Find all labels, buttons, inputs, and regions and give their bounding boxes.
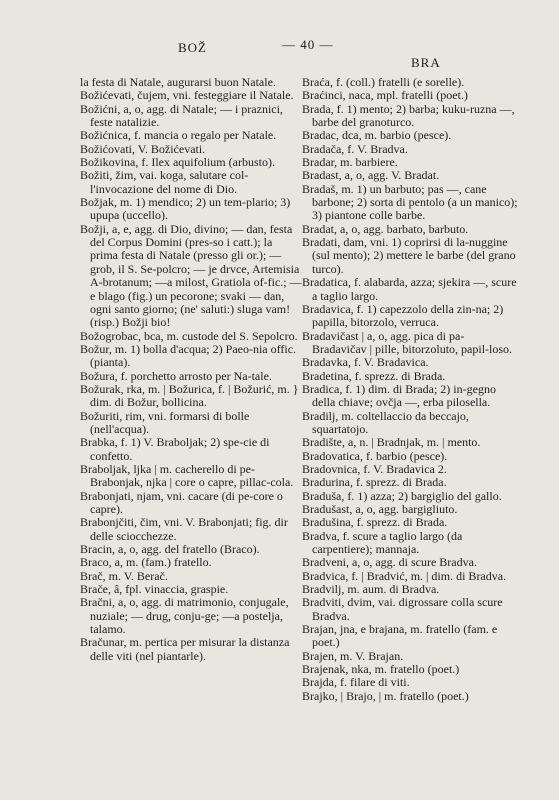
dictionary-entry: Božuriti, rim, vni. formarsi di bolle (nell'acqua).	[80, 408, 250, 436]
dictionary-entry: Brače, â, fpl. vinaccia, graspie.	[80, 582, 229, 597]
dictionary-entry: Božur, m. 1) bolla d'acqua; 2) Paeo-nia offic. (pianta).	[80, 341, 297, 370]
dictionary-entry: Bradušina, f. sprezz. di Brada.	[302, 515, 448, 530]
dictionary-entry: Bradatica, f. alabarda, azza; sjekira —, scure a taglio largo.	[302, 275, 517, 303]
dictionary-entry: Bradveni, a, o, agg. di scure Bradva.	[302, 555, 477, 570]
dictionary-entry: Božićevati, čujem, vni. festeggiare il Natale.	[80, 88, 294, 103]
dictionary-entry: Bračunar, m. pertica per misurar la distanza delle viti (nel piantarle).	[80, 635, 290, 663]
dictionary-entry: Bradaš, m. 1) un barbuto; pas —, cane barbone; 2) sorta di pentolo (a un manico); 3) piantone colle barbe.	[302, 181, 518, 223]
dictionary-entry: Bračni, a, o, agg. di matrimonio, conjugale, nuziale; — drug, conju-ge; —a postelja, talamo.	[80, 595, 289, 637]
dictionary-entry: Bradetina, f. sprezz. di Brada.	[302, 368, 446, 383]
dictionary-entry: Bradast, a, o, agg. V. Bradat.	[302, 168, 440, 183]
dictionary-entry: Braduša, f. 1) azza; 2) bargiglio del gallo.	[302, 488, 502, 503]
dictionary-entry: Bradavica, f. 1) capezzolo della zin-na; 2) papilla, bitorzolo, verruca.	[302, 301, 504, 330]
header-left-guide-word: BOŽ	[178, 40, 207, 55]
dictionary-entry: Bradište, a, n. | Bradnjak, m. | mento.	[302, 435, 481, 450]
dictionary-entry: Bradviti, dvim, vai. digrossare colla scure Bradva.	[302, 595, 503, 623]
right-column	[302, 76, 518, 703]
dictionary-entry: Brajko, | Brajo, | m. fratello (poet.)	[302, 688, 469, 703]
dictionary-entry: Bradurina, f. sprezz. di Brada.	[302, 475, 447, 490]
dictionary-entry: Braća, f. (coll.) fratelli (e sorelle).	[302, 75, 465, 89]
dictionary-entry: Brabka, f. 1) V. Braboljak; 2) spe-cie di confetto.	[80, 435, 270, 463]
dictionary-entry: Brabonjati, njam, vni. cacare (di pe-core o capre).	[80, 488, 283, 516]
dictionary-entry: Božiti, žim, vai. koga, salutare col-l'invocazione del nome di Dio.	[80, 168, 249, 196]
header-right-guide-word: BRA	[411, 55, 441, 70]
dictionary-entry: la festa di Natale, augurarsi buon Natale.	[80, 75, 276, 89]
dictionary-entry: Brajda, f. filare di viti.	[302, 675, 410, 690]
left-column	[80, 76, 303, 663]
dictionary-entry: Brabonjčiti, čim, vni. V. Brabonjati; fig. dir delle sciocchezze.	[80, 515, 288, 543]
dictionary-entry: Bradovnica, f. V. Bradavica 2.	[302, 461, 447, 476]
dictionary-entry: Bradac, dca, m. barbio (pesce).	[302, 128, 452, 143]
dictionary-entry: Brajan, jna, e brajana, m. fratello (fam. e poet.)	[302, 622, 498, 650]
dictionary-entry: Božićni, a, o, agg. di Natale; — i praznici, feste natalizie.	[80, 101, 283, 130]
dictionary-entry: Božji, a, e, agg. di Dio, divino; — dan, festa del Corpus Domini (pres-so i catt.); la prima festa di Natale (presso gli or.); — grob, il S. Se-polcro; — je drvce, Artemisia A-brotanum; —a milost, Gratiola of-fic.; —e blago (fig.) un pecorone; svaki — dan, ogni santo giorno; (ne' saluti:) sluga vam! (risp.) Božji bio!	[80, 221, 302, 330]
dictionary-entry: Bradvica, f. | Bradvić, m. | dim. di Bradva.	[302, 568, 507, 583]
dictionary-entry: Božikovina, f. Ilex aquifolium (arbusto).	[80, 155, 275, 170]
dictionary-entry: Brada, f. 1) mento; 2) barba; kuku-ruzna —, barbe del granoturco.	[302, 101, 515, 130]
dictionary-entry: Bradavičast | a, o, agg. pica di pa-Bradavičav | pille, bitorzoluto, papil-loso.	[302, 328, 513, 356]
dictionary-entry: Božogrobac, bca, m. custode del S. Sepolcro.	[80, 328, 298, 343]
dictionary-entry: Braboljak, ljka | m. cacherello di pe-Brabonjak, njka | core o capre, pillac-cola.	[80, 461, 294, 490]
dictionary-entry: Božura, f. porchetto arrosto per Na-tale.	[80, 368, 272, 383]
dictionary-entry: Bradača, f. V. Bradva.	[302, 141, 408, 156]
dictionary-entry: Bradva, f. scure a taglio largo (da carpentiere); mannaja.	[302, 528, 463, 557]
dictionary-entry: Božjak, m. 1) mendico; 2) un tem-plario; 3) upupa (uccello).	[80, 195, 291, 223]
dictionary-entry: Bradar, m. barbiere.	[302, 155, 398, 170]
dictionary-entry: Bradovatica, f. barbio (pesce).	[302, 448, 448, 463]
dictionary-entry: Brajen, m. V. Brajan.	[302, 648, 404, 663]
page-number: — 40 —	[282, 37, 334, 52]
dictionary-entry: Brač, m. V. Berač.	[80, 568, 168, 583]
dictionary-entry: Bradušast, a, o, agg. bargigliuto.	[302, 502, 458, 516]
dictionary-entry: Božićovati, V. Božićevati.	[80, 141, 206, 156]
dictionary-entry: Božićnica, f. mancia o regalo per Natale.	[80, 128, 277, 143]
dictionary-entry: Bradvilj, m. aum. di Bradva.	[302, 582, 440, 597]
dictionary-entry: Bracin, a, o, agg. del fratello (Braco).	[80, 542, 260, 557]
dictionary-entry: Brajenak, nka, m. fratello (poet.)	[302, 662, 460, 677]
dictionary-entry: Bradilj, m. coltellaccio da beccajo, squartatojo.	[302, 408, 469, 436]
dictionary-entry: Bradat, a, o, agg. barbato, barbuto.	[302, 221, 469, 236]
dictionary-entry: Braco, a, m. (fam.) fratello.	[80, 555, 212, 570]
dictionary-entry: Braćinci, naca, mpl. fratelli (poet.)	[302, 88, 468, 103]
dictionary-entry: Božurak, rka, m. | Božurica, f. | Božurić, m. } dim. di Božur, bollicina.	[80, 381, 299, 410]
dictionary-entry: Bradati, dam, vni. 1) coprirsi di la-nuggine (sul mento); 2) mettere le barbe (del grano turco).	[302, 235, 516, 276]
dictionary-entry: Bradavka, f. V. Bradavica.	[302, 355, 429, 370]
dictionary-entry: Bradica, f. 1) dim. di Brada; 2) in-gegno della chiave; ovčja —, erba pilosella.	[302, 381, 496, 410]
